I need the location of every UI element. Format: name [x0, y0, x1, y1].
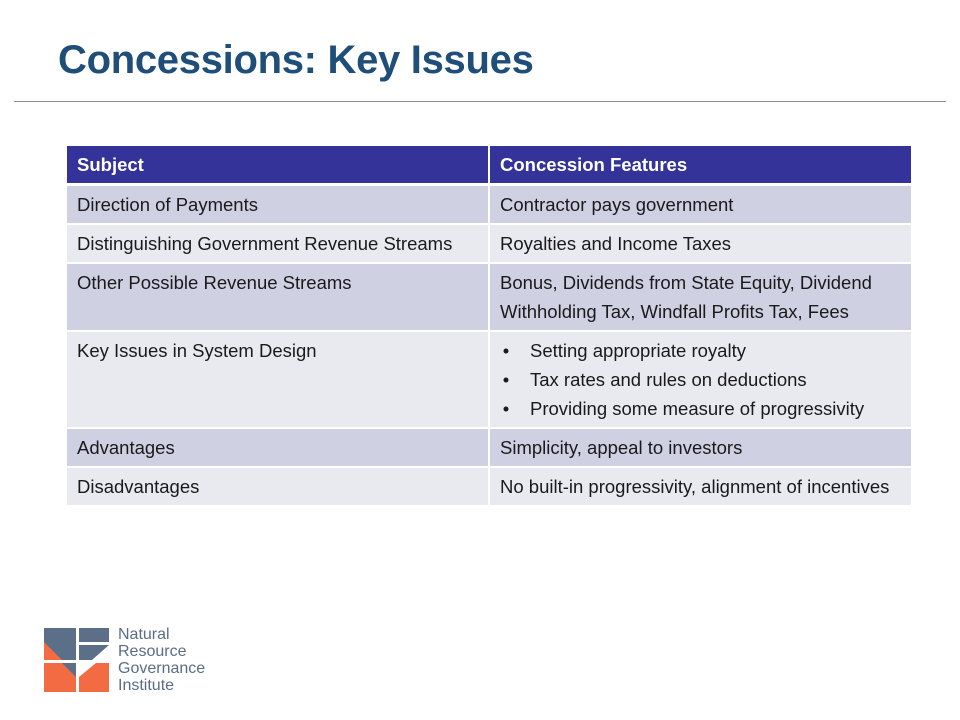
row-features-cell: Simplicity, appeal to investors [489, 428, 912, 467]
bullet-icon: • [502, 398, 510, 419]
row-subject-cell: Advantages [67, 428, 489, 467]
row-features-cell: Bonus, Dividends from State Equity, Dividend Withholding Tax, Windfall Profits Tax, Fees [489, 263, 912, 331]
row-subject-cell: Direction of Payments [67, 185, 489, 225]
bullet-item [502, 365, 901, 394]
table-row [67, 331, 912, 428]
row-subject-cell: Disadvantages [67, 467, 489, 506]
bullet-item [502, 394, 901, 423]
row-subject-cell: Key Issues in System Design [67, 331, 489, 428]
row-subject-cell: Distinguishing Government Revenue Streams [67, 224, 489, 263]
row-features-cell: Contractor pays government [489, 185, 912, 225]
row-features-cell [489, 331, 912, 428]
row-features-cell: No built-in progressivity, alignment of incentives [489, 467, 912, 506]
bullet-text: Tax rates and rules on deductions [530, 369, 807, 390]
bullet-item [502, 336, 901, 365]
nrgi-logo-text [118, 626, 205, 694]
row-subject-cell: Other Possible Revenue Streams [67, 263, 489, 331]
logo-line: Natural [118, 626, 170, 643]
table-row [67, 185, 912, 225]
table-row [67, 428, 912, 467]
logo-line: Institute [118, 677, 175, 694]
table-row [67, 467, 912, 506]
logo-line: Resource [118, 643, 187, 660]
bullet-icon: • [502, 340, 510, 361]
row-features-cell: Royalties and Income Taxes [489, 224, 912, 263]
bullet-text: Providing some measure of progressivity [530, 398, 865, 419]
title-divider [14, 101, 946, 102]
logo-line: Governance [118, 660, 206, 677]
bullet-text: Setting appropriate royalty [530, 340, 746, 361]
header-subject: Subject [67, 146, 489, 185]
slide-title: Concessions: Key Issues [58, 38, 534, 82]
bullet-icon: • [502, 369, 510, 390]
table-header-row [67, 146, 912, 185]
features-bullet-list [500, 336, 901, 423]
header-concession-features: Concession Features [489, 146, 912, 185]
table-row [67, 224, 912, 263]
table-row [67, 263, 912, 331]
concessions-table [67, 146, 913, 507]
